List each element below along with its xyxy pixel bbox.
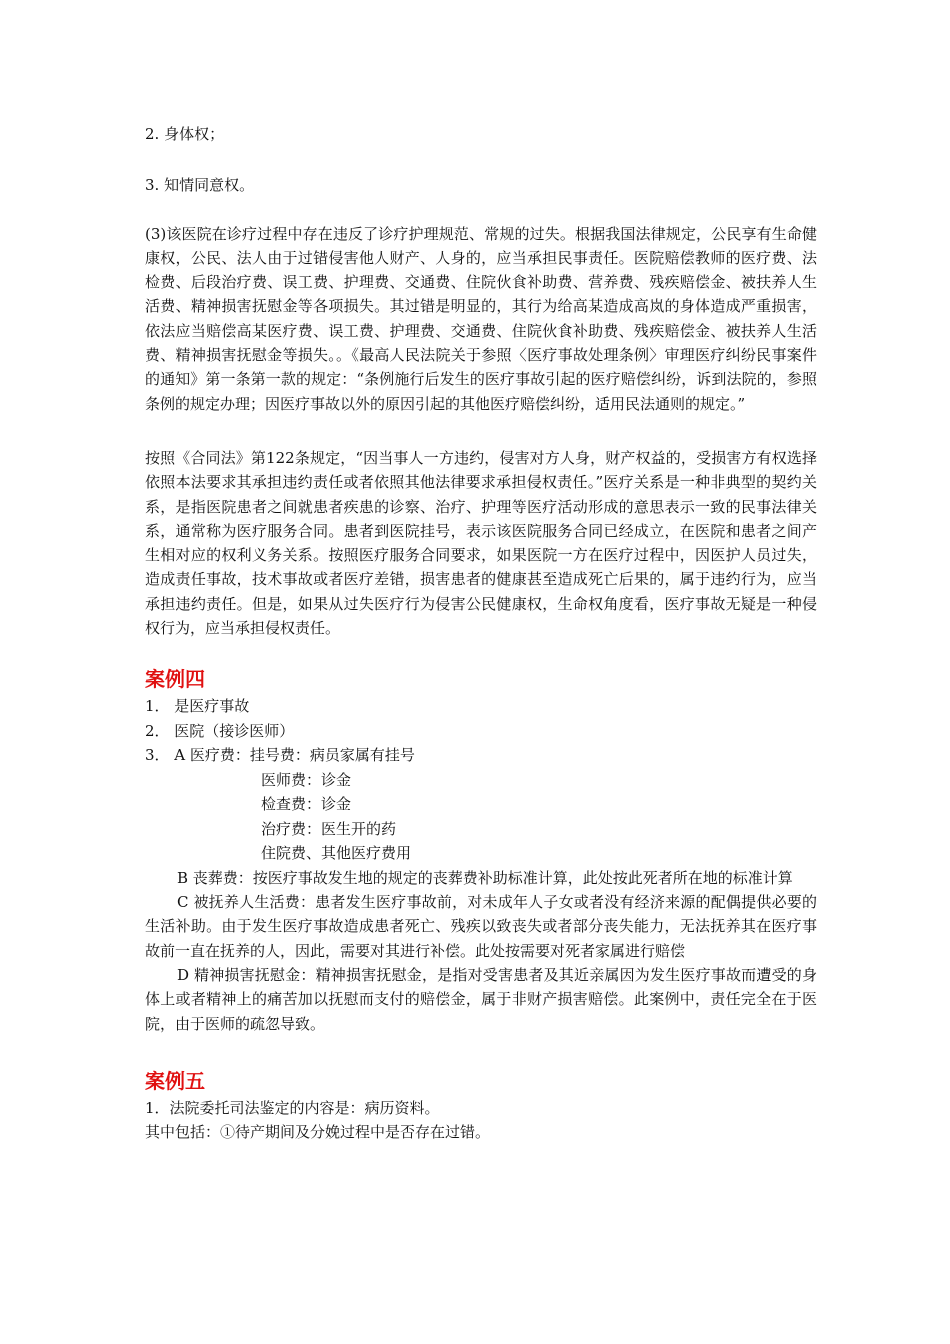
fee-doctor: 医师费：诊金: [261, 770, 352, 789]
case-five-heading: 案例五: [145, 1068, 205, 1093]
case-five-item-2: 其中包括：①待产期间及分娩过程中是否存在过错。: [145, 1123, 491, 1142]
paragraph-contract-law: 按照《合同法》第122条规定，“因当事人一方违约，侵害对方人身，财产权益的，受损害方有权选择依照本法要求其承担违约责任或者依照其他法律要求承担侵权责任。”医疗关系是一种非典型的契约关系，是指医院患者之间就患者疾患的诊察、治疗、护理等医疗活动形成的意思表示一致的民事法律关系，通常称为医疗服务合同。患者到医院挂号，表示该医院服务合同已经成立，在医院和患者之间产生相对应的权利义务关系。按照医疗服务合同要求，如果医院一方在医疗过程中，因医护人员过失，造成责任事故，技术事故或者医疗差错，损害患者的健康甚至造成死亡后果的，属于违约行为，应当承担违约责任。但是，如果从过失医疗行为侵害公民健康权，生命权角度看，医疗事故无疑是一种侵权行为，应当承担侵权责任。: [145, 448, 817, 638]
case-four-item-3: 3． A 医疗费：挂号费：病员家属有挂号: [145, 746, 415, 765]
paragraph-hospital-fault: (3)该医院在诊疗过程中存在违反了诊疗护理规范、常规的过失。根据我国法律规定，公民享有生命健康权，公民、法人由于过错侵害他人财产、人身的，应当承担民事责任。医院赔偿教师的医疗费、法检费、后段治疗费、误工费、护理费、交通费、住院伙食补助费、营养费、残疾赔偿金、被扶养人生活费、精神损害抚慰金等各项损失。其过错是明显的，其行为给高某造成高岚的身体造成严重损害，依法应当赔偿高某医疗费、误工费、护理费、交通费、住院伙食补助费、残疾赔偿金、被扶养人生活费、精神损害抚慰金等损失。。《最高人民法院关于参照〈医疗事故处理条例〉审理医疗纠纷民事案件的通知》第一条第一款的规定：“条例施行后发生的医疗事故引起的医疗赔偿纠纷，诉到法院的，参照条例的规定办理；因医疗事故以外的原因引起的其他医疗赔偿纠纷，适用民法通则的规定。”: [145, 224, 817, 413]
fee-hospitalization: 住院费、其他医疗费用: [261, 844, 412, 863]
case-five-item-1: 1．法院委托司法鉴定的内容是：病历资料。: [145, 1098, 440, 1117]
case-four-item-1: 1． 是医疗事故: [145, 697, 250, 716]
item-body-right: 2. 身体权；: [145, 125, 225, 143]
case-four-dependent-living-fee: C 被抚养人生活费：患者发生医疗事故前，对未成年人子女或者没有经济来源的配偶提供必要的生活补助。由于发生医疗事故造成患者死亡、残疾以致丧失或者部分丧失能力，无法抚养其在医疗事故前一直在抚养的人，因此，需要对其进行补偿。此处按需要对死者家属进行赔偿: [145, 893, 817, 960]
item-informed-consent: 3. 知情同意权。: [145, 176, 255, 195]
fee-examination: 检查费：诊金: [261, 795, 352, 814]
document-page: [145, 122, 817, 1145]
case-four-item-2: 2． 医院（接诊医师）: [145, 721, 295, 740]
case-four-mental-damage: D 精神损害抚慰金：精神损害抚慰金，是指对受害患者及其近亲属因为发生医疗事故而遭受的身体上或者精神上的痛苦加以抚慰而支付的赔偿金，属于非财产损害赔偿。此案例中，责任完全在于医院，由于医师的疏忽导致。: [145, 966, 817, 1033]
fee-treatment: 治疗费：医生开的药: [261, 819, 397, 838]
case-four-heading: 案例四: [145, 667, 205, 692]
case-four-funeral-fee: B 丧葬费：按医疗事故发生地的规定的丧葬费补助标准计算，此处按此死者所在地的标准计算: [177, 868, 793, 887]
